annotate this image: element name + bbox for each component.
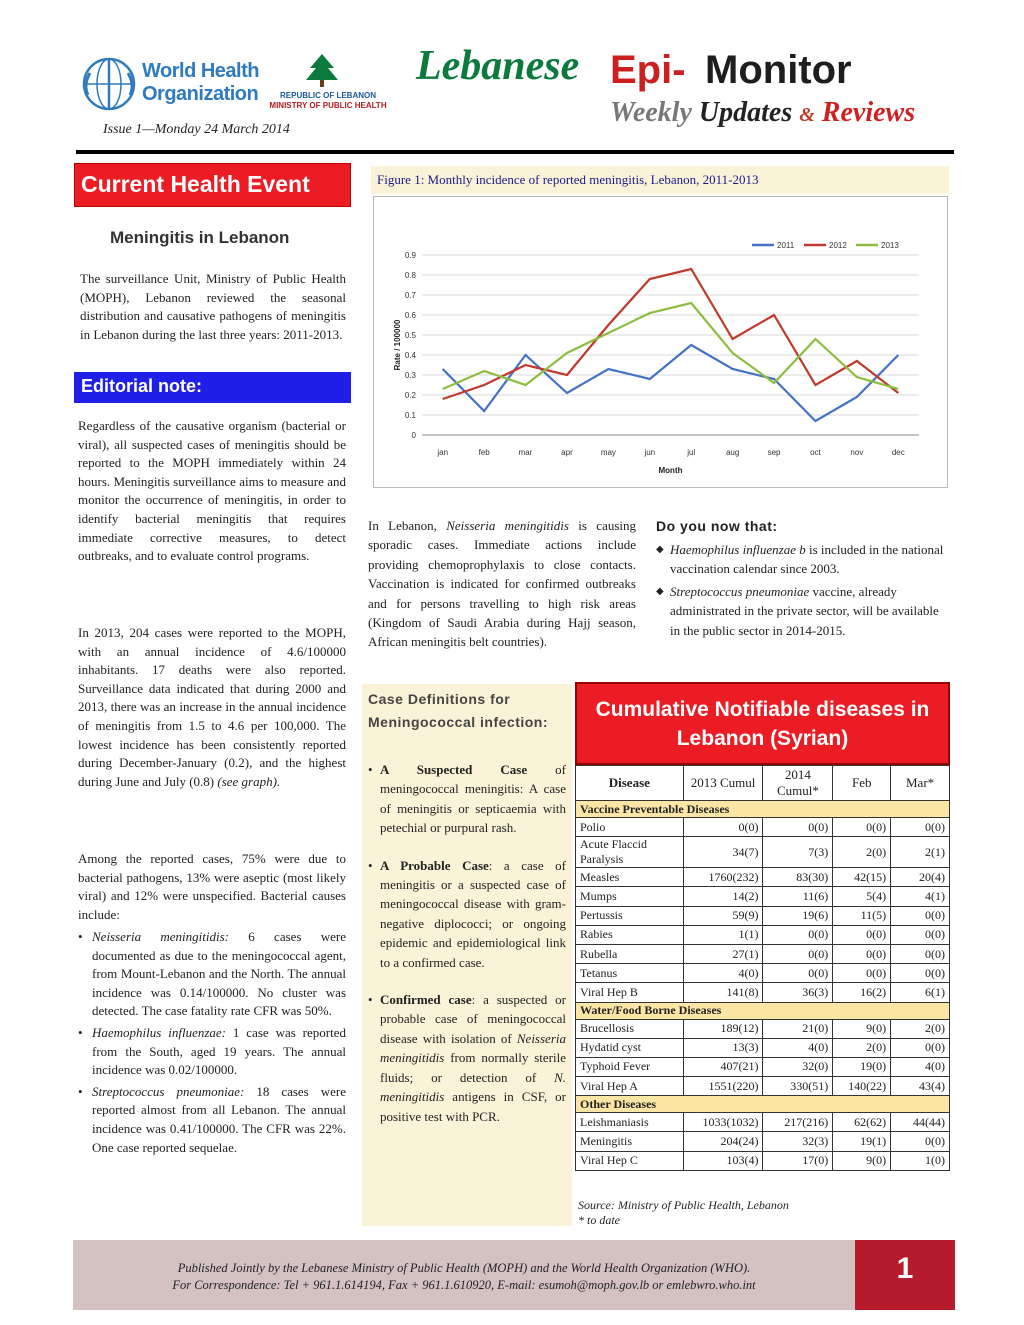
- x-tick-label: oct: [810, 448, 821, 457]
- disease-name-cell: Mumps: [576, 887, 684, 906]
- editorial-paragraph-2: In 2013, 204 cases were reported to the MOPH, with an annual incidence of 4.6/100000 inhabitants. 17 deaths were also reported. Surveillance data indicated that during 2000 and 2013, there was an increase in the annual incidence of meningitis from 1.5 to 4.6 per 100,000. The lowest incidence has been consistently reported during December-January (0.2), and the highest during June and July (0.8) (see graph).: [78, 625, 346, 789]
- notifiable-diseases-table: [575, 765, 950, 1171]
- count-cell: 43(4): [891, 1077, 950, 1096]
- line-chart-svg: [374, 197, 949, 489]
- count-cell: 2(0): [833, 837, 891, 868]
- cedar-emblem-icon: [300, 52, 344, 90]
- x-tick-label: apr: [561, 448, 573, 457]
- y-tick-label: 0.7: [404, 291, 416, 300]
- who-wordmark: World Health Organization: [142, 60, 259, 105]
- count-cell: 27(1): [683, 944, 763, 963]
- category-label: Other Diseases: [576, 1096, 950, 1113]
- table-row: [576, 1151, 950, 1170]
- count-cell: 11(5): [833, 906, 891, 925]
- x-tick-label: nov: [850, 448, 864, 457]
- section-title: Meningitis in Lebanon: [110, 228, 290, 247]
- page-number: 1: [855, 1240, 955, 1310]
- count-cell: 5(4): [833, 887, 891, 906]
- table-row: [576, 818, 950, 837]
- did-you-know-title: Do you now that:: [656, 518, 778, 534]
- table-row: [576, 964, 950, 983]
- count-cell: 1551(220): [683, 1077, 763, 1096]
- count-cell: 0(0): [763, 925, 833, 944]
- x-tick-label: dec: [891, 448, 905, 457]
- count-cell: 189(12): [683, 1019, 763, 1038]
- disease-name-cell: Tetanus: [576, 964, 684, 983]
- count-cell: 217(216): [763, 1113, 833, 1132]
- masthead-lebanese: Lebanese: [416, 43, 580, 89]
- count-cell: 4(0): [891, 1057, 950, 1076]
- intro-paragraph: The surveillance Unit, Ministry of Public Health (MOPH), Lebanon reviewed the seasonal distribution and causative pathogens of meningitis in Lebanon during the last three years: 2011-2013.: [80, 271, 346, 342]
- count-cell: 141(8): [683, 983, 763, 1002]
- count-cell: 9(0): [833, 1151, 891, 1170]
- count-cell: 1760(232): [683, 868, 763, 887]
- issue-date: Issue 1—Monday 24 March 2014: [103, 122, 290, 137]
- count-cell: 20(4): [891, 868, 950, 887]
- list-item: • Haemophilus influenzae: 1 case was reported from the South, aged 19 years. The annual incidence was 0.02/100000.: [78, 1024, 346, 1080]
- meningitis-chart: [373, 196, 948, 488]
- x-tick-label: aug: [725, 448, 740, 457]
- count-cell: 330(51): [763, 1077, 833, 1096]
- count-cell: 2(0): [891, 1019, 950, 1038]
- table-header-row: [576, 766, 950, 801]
- count-cell: 2(1): [891, 837, 950, 868]
- column-header: Feb: [833, 766, 891, 801]
- table-row: [576, 1113, 950, 1132]
- list-item: ◆ Streptococcus pneumoniae vaccine, already administrated in the private sector, will be available in the public sector in 2014-2015.: [656, 582, 946, 640]
- list-item: • Neisseria meningitidis: 6 cases were documented as due to the meningococcal agent, from Mount-Lebanon and the North. The annual incidence was 0.14/100000. No cluster was detected. The case fatality rate CFR was 50%.: [78, 928, 346, 1021]
- x-tick-label: sep: [767, 448, 781, 457]
- count-cell: 44(44): [891, 1113, 950, 1132]
- count-cell: 0(0): [891, 944, 950, 963]
- column-header: Disease: [576, 766, 684, 801]
- masthead-epi: Epi-: [610, 48, 686, 92]
- count-cell: 0(0): [763, 964, 833, 983]
- count-cell: 11(6): [763, 887, 833, 906]
- count-cell: 140(22): [833, 1077, 891, 1096]
- who-logo-icon: [80, 55, 138, 113]
- count-cell: 1033(1032): [683, 1113, 763, 1132]
- y-tick-label: 0.8: [404, 271, 416, 280]
- count-cell: 14(2): [683, 887, 763, 906]
- column-header: Mar*: [891, 766, 950, 801]
- table-category-row: [576, 801, 950, 818]
- masthead-subtitle: Weekly Updates & Reviews: [610, 97, 916, 128]
- figure-caption: Figure 1: Monthly incidence of reported meningitis, Lebanon, 2011-2013: [371, 166, 949, 194]
- table-row: [576, 1077, 950, 1096]
- disease-name-cell: Meningitis: [576, 1132, 684, 1151]
- footer: Published Jointly by the Lebanese Ministry of Public Health (MOPH) and the World Health Organization (WHO). For Correspondence: Tel + 961.1.614194, Fax + 961.1.610920, E-mail: esumoh@moph.gov.lb or emlebwro.who.int: [73, 1240, 855, 1310]
- editorial-paragraph-3: Among the reported cases, 75% were due to bacterial pathogens, 13% were aseptic (most likely viral) and 12% were unspecified. Bacterial causes include:: [78, 851, 346, 922]
- table-category-row: [576, 1002, 950, 1019]
- count-cell: 0(0): [833, 964, 891, 983]
- legend-label: 2012: [829, 241, 847, 250]
- count-cell: 83(30): [763, 868, 833, 887]
- x-tick-label: may: [600, 448, 616, 457]
- x-axis-label: Month: [658, 466, 683, 475]
- header-divider: [76, 150, 954, 154]
- x-tick-label: jan: [437, 448, 449, 457]
- count-cell: 0(0): [891, 925, 950, 944]
- table-row: [576, 944, 950, 963]
- count-cell: 19(6): [763, 906, 833, 925]
- count-cell: 1(0): [891, 1151, 950, 1170]
- count-cell: 9(0): [833, 1019, 891, 1038]
- count-cell: 0(0): [763, 944, 833, 963]
- count-cell: 0(0): [891, 906, 950, 925]
- count-cell: 0(0): [833, 818, 891, 837]
- count-cell: 0(0): [891, 964, 950, 983]
- disease-name-cell: Hydatid cyst: [576, 1038, 684, 1057]
- legend-label: 2011: [777, 241, 795, 250]
- count-cell: 4(0): [683, 964, 763, 983]
- y-tick-label: 0.4: [404, 351, 416, 360]
- series-line-2011: [443, 345, 899, 421]
- count-cell: 103(4): [683, 1151, 763, 1170]
- count-cell: 0(0): [763, 818, 833, 837]
- count-cell: 42(15): [833, 868, 891, 887]
- disease-name-cell: Typhoid Fever: [576, 1057, 684, 1076]
- count-cell: 0(0): [683, 818, 763, 837]
- count-cell: 16(2): [833, 983, 891, 1002]
- count-cell: 59(9): [683, 906, 763, 925]
- count-cell: 0(0): [833, 925, 891, 944]
- disease-name-cell: Viral Hep A: [576, 1077, 684, 1096]
- pathogen-list: [78, 928, 346, 1157]
- count-cell: 1(1): [683, 925, 763, 944]
- count-cell: 0(0): [833, 944, 891, 963]
- disease-name-cell: Rabies: [576, 925, 684, 944]
- table-row: [576, 837, 950, 868]
- column-header: 2014 Cumul*: [763, 766, 833, 801]
- count-cell: 7(3): [763, 837, 833, 868]
- x-tick-label: feb: [478, 448, 490, 457]
- category-label: Water/Food Borne Diseases: [576, 1002, 950, 1019]
- editorial-note-banner: Editorial note:: [74, 372, 351, 403]
- count-cell: 17(0): [763, 1151, 833, 1170]
- case-definitions-title: Case Definitions for Meningococcal infection:: [368, 691, 549, 730]
- count-cell: 4(1): [891, 887, 950, 906]
- disease-name-cell: Viral Hep C: [576, 1151, 684, 1170]
- count-cell: 19(1): [833, 1132, 891, 1151]
- count-cell: 13(3): [683, 1038, 763, 1057]
- table-row: [576, 906, 950, 925]
- editorial-paragraph-1: Regardless of the causative organism (bacterial or viral), all suspected cases of meningitis should be reported to the MOPH immediately within 24 hours. Meningitis surveillance aims to measure and monitor the occurrence of meningitis, in order to identify bacterial meningitis that requires immediate corrective measures, to detect outbreaks, and to evaluate control programs.: [78, 418, 346, 564]
- masthead-monitor: Monitor: [705, 48, 852, 92]
- legend-label: 2013: [881, 241, 899, 250]
- case-definitions-box: [362, 684, 572, 1226]
- count-cell: 19(0): [833, 1057, 891, 1076]
- count-cell: 32(0): [763, 1057, 833, 1076]
- count-cell: 0(0): [891, 1038, 950, 1057]
- disease-name-cell: Rubella: [576, 944, 684, 963]
- table-row: [576, 1019, 950, 1038]
- count-cell: 204(24): [683, 1132, 763, 1151]
- count-cell: 0(0): [891, 818, 950, 837]
- count-cell: 6(1): [891, 983, 950, 1002]
- y-tick-label: 0.5: [404, 331, 416, 340]
- disease-name-cell: Acute Flaccid Paralysis: [576, 837, 684, 868]
- count-cell: 407(21): [683, 1057, 763, 1076]
- y-tick-label: 0.1: [404, 411, 416, 420]
- did-you-know-list: [656, 540, 946, 640]
- x-tick-label: jul: [687, 448, 696, 457]
- table-category-row: [576, 1096, 950, 1113]
- table-row: [576, 1038, 950, 1057]
- count-cell: 4(0): [763, 1038, 833, 1057]
- table-row: [576, 887, 950, 906]
- column-header: 2013 Cumul: [683, 766, 763, 801]
- moph-wordmark: REPUBLIC OF LEBANON MINISTRY OF PUBLIC HEALTH: [269, 91, 387, 110]
- current-health-event-banner: Current Health Event: [74, 163, 351, 207]
- table-row: [576, 1132, 950, 1151]
- list-item: • Streptococcus pneumoniae: 18 cases were reported almost from all Lebanon. The annual incidence was 0.41/100000. The CFR was 22%. One case reported sequelae.: [78, 1083, 346, 1157]
- count-cell: 34(7): [683, 837, 763, 868]
- case-definition-suspected: • A Suspected Case of meningococcal meningitis: A case of meningitis or septicaemia with petechial or purpural rash.: [362, 760, 572, 838]
- disease-name-cell: Polio: [576, 818, 684, 837]
- disease-name-cell: Measles: [576, 868, 684, 887]
- y-tick-label: 0.6: [404, 311, 416, 320]
- case-definition-confirmed: • Confirmed case: a suspected or probable case of meningococcal disease with isolation of Neisseria meningitidis from normally sterile fluids; or detection of N. meningitidis antigens in CSF, or positive test with PCR.: [362, 990, 572, 1126]
- count-cell: 36(3): [763, 983, 833, 1002]
- y-tick-label: 0.9: [404, 251, 416, 260]
- table-row: [576, 925, 950, 944]
- disease-name-cell: Pertussis: [576, 906, 684, 925]
- lebanon-meningitis-paragraph: In Lebanon, Neisseria meningitidis is causing sporadic cases. Immediate actions include providing chemoprophylaxis to close contacts. Vaccination is indicated for confirmed outbreaks and for persons travelling to high risk areas (Kingdom of Saudi Arabia during Hajj season, African meningitis belt countries).: [368, 518, 637, 650]
- x-tick-label: jun: [644, 448, 656, 457]
- count-cell: 62(62): [833, 1113, 891, 1132]
- table-row: [576, 868, 950, 887]
- y-tick-label: 0: [411, 431, 416, 440]
- disease-name-cell: Brucellosis: [576, 1019, 684, 1038]
- disease-name-cell: Viral Hep B: [576, 983, 684, 1002]
- count-cell: 0(0): [891, 1132, 950, 1151]
- table-source: Source: Ministry of Public Health, Lebanon * to date: [578, 1198, 789, 1227]
- notifiable-diseases-title: Cumulative Notifiable diseases in Lebanon (Syrian): [575, 682, 950, 765]
- category-label: Vaccine Preventable Diseases: [576, 801, 950, 818]
- y-tick-label: 0.3: [404, 371, 416, 380]
- x-tick-label: mar: [518, 448, 533, 457]
- y-axis-label: Rate / 100000: [393, 319, 402, 371]
- table-row: [576, 1057, 950, 1076]
- count-cell: 32(3): [763, 1132, 833, 1151]
- count-cell: 21(0): [763, 1019, 833, 1038]
- table-row: [576, 983, 950, 1002]
- list-item: ◆ Haemophilus influenzae b is included in the national vaccination calendar since 2003.: [656, 540, 946, 579]
- disease-name-cell: Leishmaniasis: [576, 1113, 684, 1132]
- y-tick-label: 0.2: [404, 391, 416, 400]
- case-definition-probable: • A Probable Case: a case of meningitis or a suspected case of meningococcal disease with gram-negative diplococci; or ongoing epidemic and epidemiological link to a confirmed case.: [362, 856, 572, 972]
- count-cell: 2(0): [833, 1038, 891, 1057]
